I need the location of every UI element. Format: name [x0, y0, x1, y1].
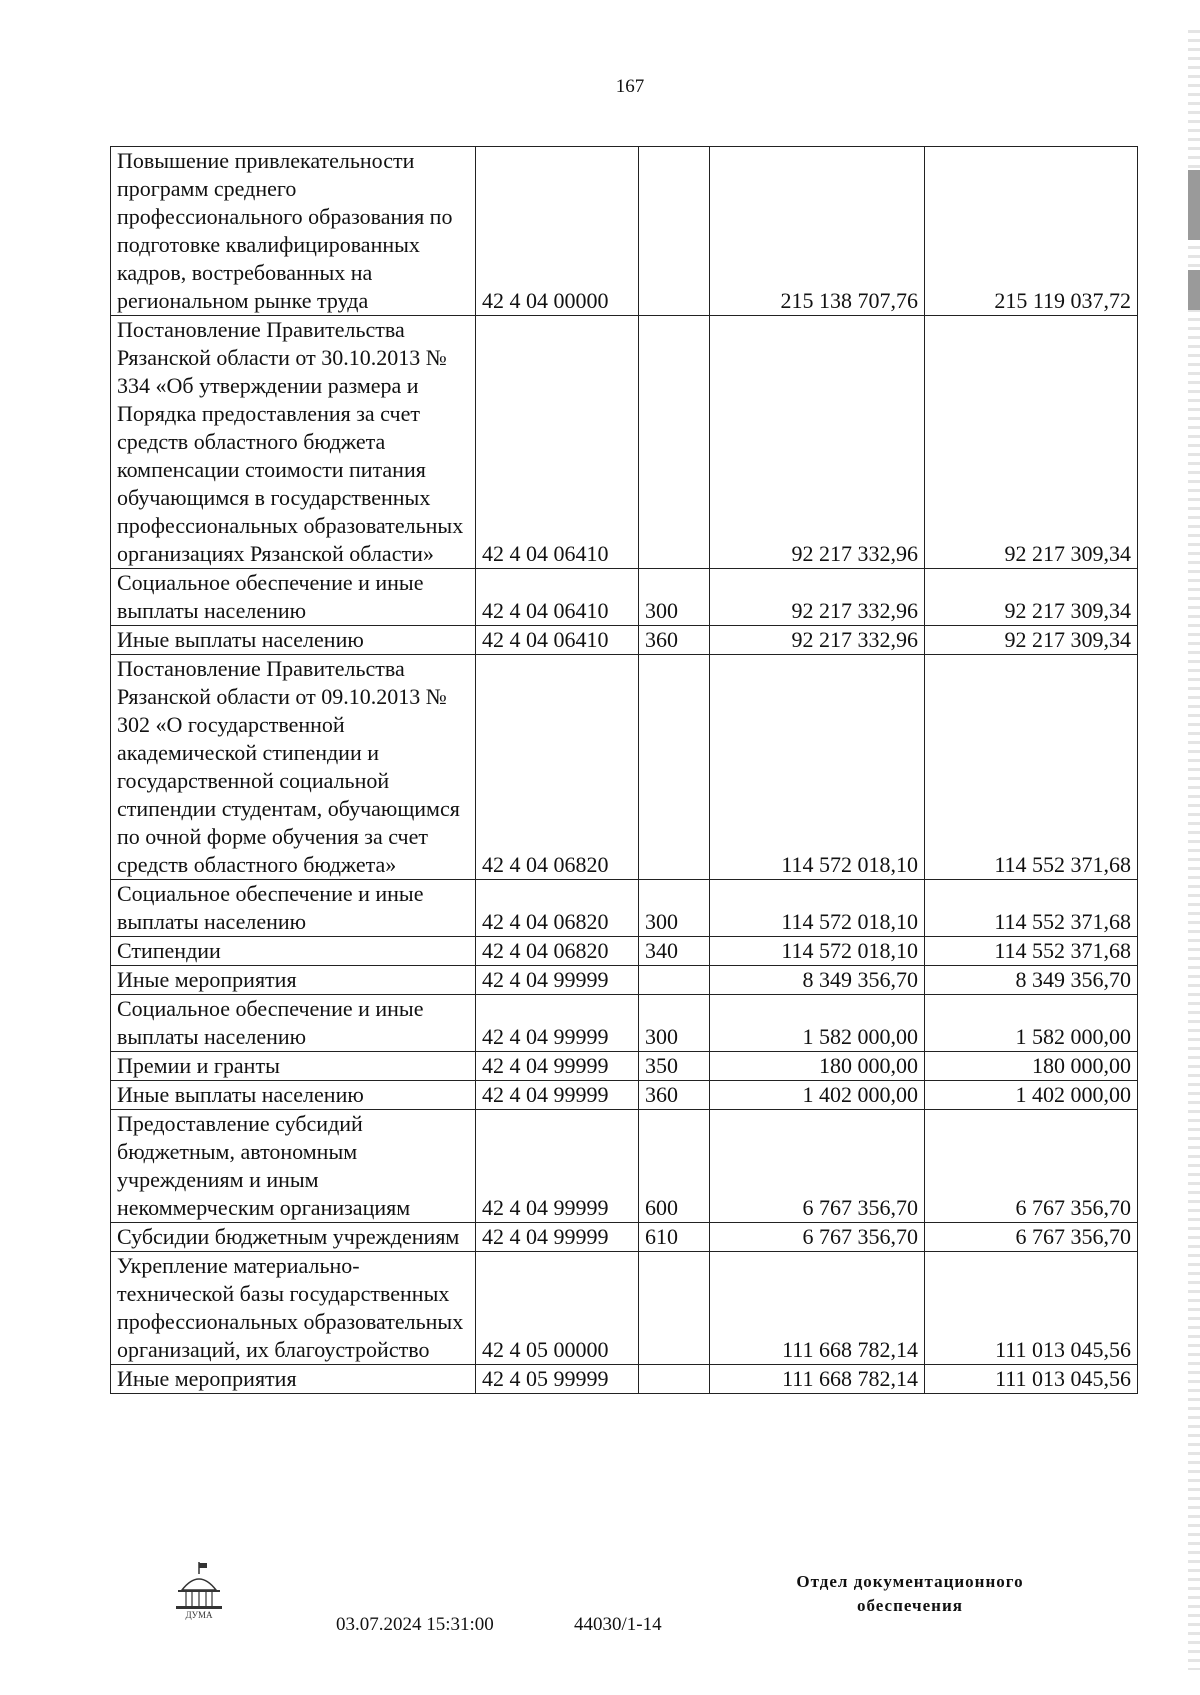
row-name: Премии и гранты: [111, 1052, 476, 1081]
row-code: 42 4 04 06410: [476, 316, 639, 569]
table-row: [111, 147, 1138, 316]
row-code: 42 4 04 06820: [476, 937, 639, 966]
row-type: [639, 966, 710, 995]
row-amount-2: 111 013 045,56: [925, 1252, 1138, 1365]
row-amount-2: 114 552 371,68: [925, 655, 1138, 880]
row-amount-2: 92 217 309,34: [925, 626, 1138, 655]
department-stamp: Отдел документационного обеспечения: [796, 1572, 1024, 1615]
row-amount-1: 114 572 018,10: [710, 937, 925, 966]
scan-barcode-mark: [1188, 170, 1200, 240]
row-amount-1: 114 572 018,10: [710, 655, 925, 880]
row-type: 340: [639, 937, 710, 966]
row-amount-1: 180 000,00: [710, 1052, 925, 1081]
row-name: Иные мероприятия: [111, 966, 476, 995]
row-code: 42 4 04 06820: [476, 655, 639, 880]
row-type: 350: [639, 1052, 710, 1081]
row-type: 610: [639, 1223, 710, 1252]
table-row: [111, 1110, 1138, 1223]
row-code: 42 4 04 06410: [476, 626, 639, 655]
row-amount-1: 6 767 356,70: [710, 1223, 925, 1252]
row-amount-2: 180 000,00: [925, 1052, 1138, 1081]
row-code: 42 4 04 99999: [476, 995, 639, 1052]
row-code: 42 4 04 06410: [476, 569, 639, 626]
row-amount-2: 1 402 000,00: [925, 1081, 1138, 1110]
row-amount-2: 215 119 037,72: [925, 147, 1138, 316]
row-name: Предоставление субсидий бюджетным, автономным учреждениям и иным некоммерческим организациям: [111, 1110, 476, 1223]
row-name: Стипендии: [111, 937, 476, 966]
table-row: [111, 1252, 1138, 1365]
row-type: 300: [639, 880, 710, 937]
row-name: Социальное обеспечение и иные выплаты населению: [111, 569, 476, 626]
row-amount-1: 8 349 356,70: [710, 966, 925, 995]
row-amount-2: 6 767 356,70: [925, 1110, 1138, 1223]
row-amount-1: 111 668 782,14: [710, 1365, 925, 1394]
row-name: Социальное обеспечение и иные выплаты населению: [111, 995, 476, 1052]
row-code: 42 4 04 06820: [476, 880, 639, 937]
row-name: Укрепление материально-технической базы государственных профессиональных образовательных организаций, их благоустройство: [111, 1252, 476, 1365]
row-name: Социальное обеспечение и иные выплаты населению: [111, 880, 476, 937]
row-amount-2: 114 552 371,68: [925, 880, 1138, 937]
row-amount-1: 1 582 000,00: [710, 995, 925, 1052]
scan-barcode-mark: [1188, 270, 1200, 310]
row-type: 360: [639, 1081, 710, 1110]
table-row: [111, 626, 1138, 655]
budget-table: [110, 146, 1138, 1394]
row-amount-1: 215 138 707,76: [710, 147, 925, 316]
table-row: [111, 316, 1138, 569]
row-amount-1: 92 217 332,96: [710, 569, 925, 626]
row-name: Иные выплаты населению: [111, 626, 476, 655]
row-type: 360: [639, 626, 710, 655]
row-amount-2: 8 349 356,70: [925, 966, 1138, 995]
row-type: [639, 655, 710, 880]
row-name: Повышение привлекательности программ среднего профессионального образования по подготовке квалифицированных кадров, востребованных на региональном рынке труда: [111, 147, 476, 316]
row-amount-2: 6 767 356,70: [925, 1223, 1138, 1252]
row-code: 42 4 04 99999: [476, 966, 639, 995]
table-row: [111, 1365, 1138, 1394]
row-amount-2: 114 552 371,68: [925, 937, 1138, 966]
row-amount-2: 111 013 045,56: [925, 1365, 1138, 1394]
row-code: 42 4 05 00000: [476, 1252, 639, 1365]
table-row: [111, 966, 1138, 995]
row-code: 42 4 04 00000: [476, 147, 639, 316]
table-row: [111, 937, 1138, 966]
row-name: Субсидии бюджетным учреждениям: [111, 1223, 476, 1252]
row-amount-2: 1 582 000,00: [925, 995, 1138, 1052]
row-type: 300: [639, 995, 710, 1052]
row-code: 42 4 04 99999: [476, 1081, 639, 1110]
row-amount-1: 92 217 332,96: [710, 316, 925, 569]
footer-registration-number: 44030/1-14: [574, 1614, 662, 1635]
row-type: 300: [639, 569, 710, 626]
row-code: 42 4 05 99999: [476, 1365, 639, 1394]
row-amount-1: 1 402 000,00: [710, 1081, 925, 1110]
row-type: [639, 1252, 710, 1365]
row-amount-2: 92 217 309,34: [925, 569, 1138, 626]
footer-date: 03.07.2024 15:31:00: [336, 1614, 494, 1635]
row-amount-1: 6 767 356,70: [710, 1110, 925, 1223]
row-code: 42 4 04 99999: [476, 1110, 639, 1223]
duma-logo-icon: [170, 1560, 228, 1622]
table-row: [111, 655, 1138, 880]
row-name: Постановление Правительства Рязанской области от 09.10.2013 № 302 «О государственной академической стипендии и государственной социальной стипендии студентам, обучающимся по очной форме обучения за счет средств областного бюджета»: [111, 655, 476, 880]
logo-text: ДУМА: [185, 1610, 213, 1620]
row-code: 42 4 04 99999: [476, 1223, 639, 1252]
table-row: [111, 880, 1138, 937]
row-amount-1: 114 572 018,10: [710, 880, 925, 937]
table-row: [111, 1223, 1138, 1252]
row-type: 600: [639, 1110, 710, 1223]
budget-table-body: [111, 147, 1138, 1394]
table-row: [111, 569, 1138, 626]
row-name: Иные мероприятия: [111, 1365, 476, 1394]
row-type: [639, 316, 710, 569]
row-amount-2: 92 217 309,34: [925, 316, 1138, 569]
table-row: [111, 1052, 1138, 1081]
row-type: [639, 147, 710, 316]
row-amount-1: 92 217 332,96: [710, 626, 925, 655]
page-number: 167: [615, 76, 645, 97]
row-type: [639, 1365, 710, 1394]
table-row: [111, 995, 1138, 1052]
row-amount-1: 111 668 782,14: [710, 1252, 925, 1365]
row-name: Постановление Правительства Рязанской области от 30.10.2013 № 334 «Об утверждении размера и Порядка предоставления за счет средств областного бюджета компенсации стоимости питания обучающимся в государственных профессиональных образовательных организациях Рязанской области»: [111, 316, 476, 569]
row-code: 42 4 04 99999: [476, 1052, 639, 1081]
row-name: Иные выплаты населению: [111, 1081, 476, 1110]
table-row: [111, 1081, 1138, 1110]
